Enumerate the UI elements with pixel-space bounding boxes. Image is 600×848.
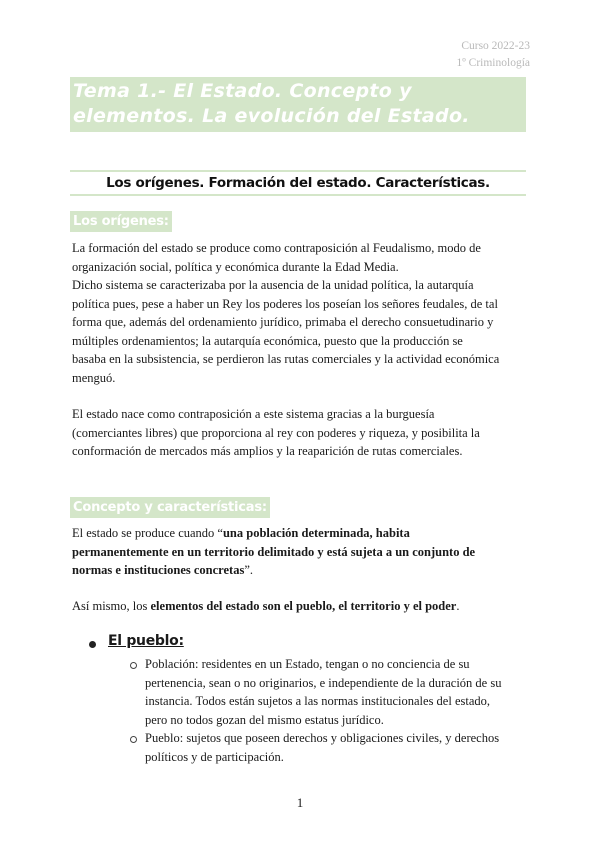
- section-rule-top: [70, 170, 526, 172]
- definition-bold-1: una población determinada, habita: [222, 526, 410, 540]
- text-line: Dicho sistema se caracterizaba por la ausencia de la unidad política, la autarquía: [72, 278, 474, 292]
- text-line: [72, 524, 532, 543]
- bullet-icon: [89, 641, 96, 648]
- section-title: Los orígenes. Formación del estado. Características.: [106, 175, 490, 191]
- title-line-2: elementos. La evolución del Estado.: [73, 105, 470, 127]
- course-year: Curso 2022-23: [461, 40, 530, 52]
- elements-bold: elementos del estado son el pueblo, el territorio y el poder: [150, 599, 457, 613]
- text-line: Población: residentes en un Estado, tengan o no conciencia de su: [145, 657, 470, 671]
- text-line: pero no todos gozan del mismo estatus jurídico.: [145, 712, 384, 727]
- page-number: 1: [296, 795, 304, 810]
- text-line: [72, 561, 532, 580]
- sub-bullet-icon: [130, 736, 137, 743]
- text-line: Pueblo: sujetos que poseen derechos y obligaciones civiles, y derechos: [145, 731, 500, 745]
- definition-suffix: ”.: [244, 563, 254, 577]
- text-line: El estado nace como contraposición a este sistema gracias a la burguesía: [72, 407, 435, 421]
- definition-bold-2: permanentemente en un territorio delimitado y está sujeta a un conjunto de: [72, 544, 476, 559]
- concepto-elements: [72, 597, 532, 616]
- origenes-paragraph-2: [72, 405, 532, 461]
- elements-suffix: .: [456, 599, 460, 613]
- text-line: pertenencia, sean o no originarios, e independiente de la duración de su: [145, 675, 502, 690]
- definition-bold-3: normas e instituciones concretas: [72, 563, 245, 577]
- text-line: múltiples ordenamientos; la autarquía económica, puesto que la producción se: [72, 333, 463, 348]
- course-program: 1º Criminología: [456, 57, 530, 69]
- document-title: [70, 77, 526, 132]
- text-line: políticos y de participación.: [145, 749, 284, 764]
- text-line: La formación del estado se produce como contraposición al Feudalismo, modo de: [72, 241, 481, 255]
- text-line: [72, 543, 532, 562]
- pueblo-item-poblacion: [145, 655, 501, 729]
- origenes-heading: Los orígenes:: [70, 211, 172, 232]
- elements-prefix: Así mismo, los: [72, 599, 151, 613]
- concepto-definition: [72, 524, 532, 580]
- origenes-paragraph-1: [72, 239, 532, 387]
- course-info: [456, 38, 530, 72]
- text-line: política pues, pese a haber un Rey los poderes los poseían los señores feudales, de tal: [72, 296, 498, 311]
- pueblo-heading: El pueblo:: [108, 633, 184, 649]
- pueblo-item-pueblo: [145, 729, 499, 766]
- text-line: organización social, política y económica durante la Edad Media.: [72, 259, 399, 274]
- text-line: instancia. Todos están sujetos a las normas institucionales del estado,: [145, 694, 491, 708]
- text-line: [72, 597, 532, 616]
- sub-bullet-icon: [130, 662, 137, 669]
- title-line-1: Tema 1.- El Estado. Concepto y: [73, 80, 412, 102]
- concepto-heading: Concepto y características:: [70, 497, 270, 518]
- text-line: (comerciantes libres) que proporciona al rey con poderes y riqueza, y posibilita la: [72, 425, 480, 440]
- text-line: basaba en la subsistencia, se perdieron las rutas comerciales y la actividad económica: [72, 352, 500, 366]
- text-line: conformación de mercados más amplios y la reaparición de rutas comerciales.: [72, 444, 463, 458]
- text-line: forma que, además del ordenamiento jurídico, primaba el derecho consuetudinario y: [72, 315, 494, 329]
- section-rule-bottom: [70, 194, 526, 196]
- definition-prefix: El estado se produce cuando “: [72, 526, 223, 540]
- text-line: menguó.: [72, 370, 116, 385]
